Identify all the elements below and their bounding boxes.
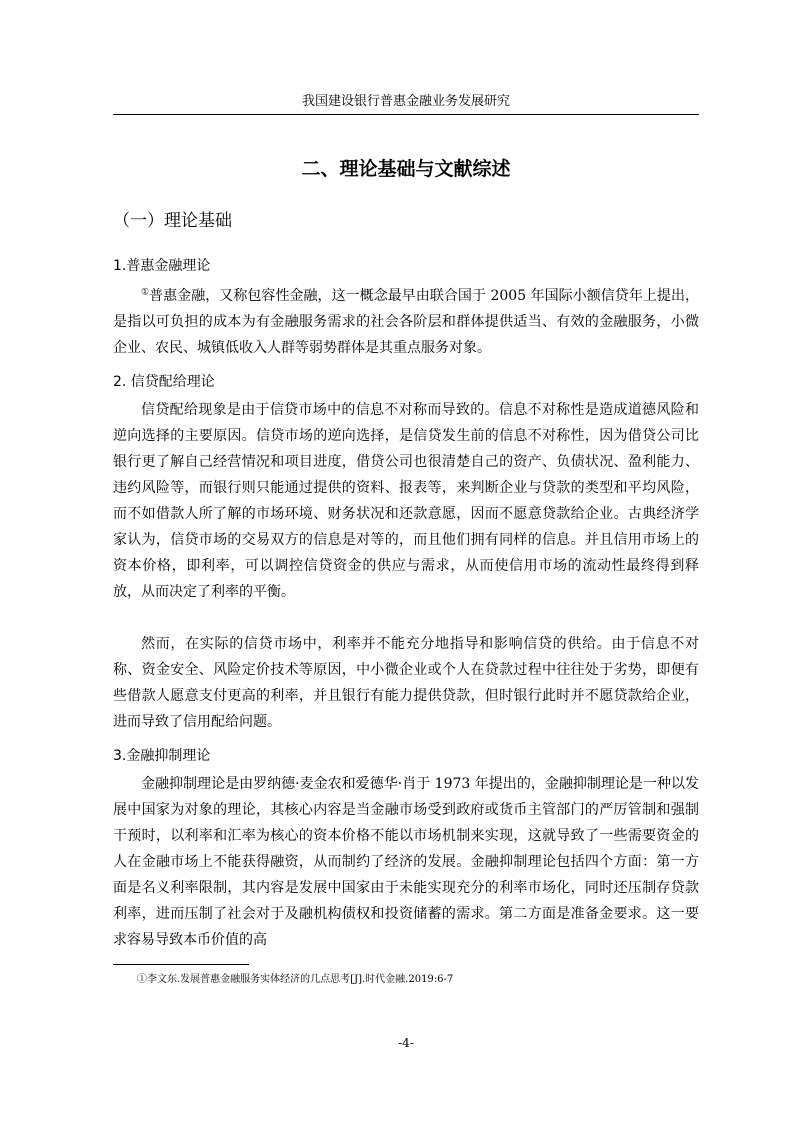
footnote-marker: ① <box>137 974 147 985</box>
paragraph-text: 普惠金融，又称包容性金融，这一概念最早由联合国于 2005 年国际小额信贷年上提出，是指以可负担的成本为有金融服务需求的社会各阶层和群体提供适当、有效的金融服务，小微企业、农民、城镇低收入人群等弱势群体是其重点服务对象。 <box>113 288 699 356</box>
footnote <box>137 973 453 987</box>
footnote-reference: ① <box>141 287 150 298</box>
paragraph-inclusive-finance <box>113 283 699 361</box>
paragraph-financial-repression: 金融抑制理论是由罗纳德·麦金农和爱德华·肖于 1973 年提出的，金融抑制理论是一种以发展中国家为对象的理论，其核心内容是当金融市场受到政府或货币主管部门的严厉管制和强制干预时，以利率和汇率为核心的资本价格不能以市场机制来实现，这就导致了一些需要资金的人在金融市场上不能获得融资，从而制约了经济的发展。金融抑制理论包括四个方面：第一方面是名义利率限制，其内容是发展中国家由于未能实现充分的利率市场化，同时还压制存贷款利率，进而压制了社会对于及融机构债权和投资储蓄的需求。第二方面是准备金要求。这一要求容易导致本币价值的高 <box>113 776 699 948</box>
header-rule <box>113 114 699 115</box>
section-title: （一）理论基础 <box>113 211 232 231</box>
subsection-heading-2: 2. 信贷配给理论 <box>113 374 215 390</box>
subsection-heading-1: 1.普惠金融理论 <box>113 258 211 274</box>
paragraph-credit-rationing-2: 然而，在实际的信贷市场中，利率并不能充分地指导和影响信贷的供给。由于信息不对称、资金安全、风险定价技术等原因，中小微企业或个人在贷款过程中往往处于劣势，即便有些借款人愿意支付更高的利率，并且银行有能力提供贷款，但时银行此时并不愿贷款给企业，进而导致了信用配给问题。 <box>113 636 699 730</box>
running-header: 我国建设银行普惠金融业务发展研究 <box>301 94 510 109</box>
subsection-heading-3: 3.金融抑制理论 <box>113 748 211 764</box>
page-number: -4- <box>398 1036 414 1050</box>
footnote-rule <box>113 964 249 965</box>
footnote-text: 李文东.发展普惠金融服务实体经济的几点思考[J].时代金融.2019:6-7 <box>147 974 454 985</box>
chapter-title: 二、理论基础与文献综述 <box>301 158 511 180</box>
paragraph-credit-rationing-1: 信贷配给现象是由于信贷市场中的信息不对称而导致的。信息不对称性是造成道德风险和逆向选择的主要原因。信贷市场的逆向选择，是信贷发生前的信息不对称性，因为借贷公司比银行更了解自己经营情况和项目进度，借贷公司也很清楚自己的资产、负债状况、盈利能力、违约风险等，而银行则只能通过提供的资料、报表等，来判断企业与贷款的类型和平均风险，而不如借款人所了解的市场环境、财务状况和还款意愿，因而不愿意贷款给企业。古典经济学家认为，信贷市场的交易双方的信息是对等的，而且他们拥有同样的信息。并且信用市场上的资本价格，即利率，可以调控信贷资金的供应与需求，从而使信用市场的流动性最终得到释放，从而决定了利率的平衡。 <box>113 402 699 600</box>
